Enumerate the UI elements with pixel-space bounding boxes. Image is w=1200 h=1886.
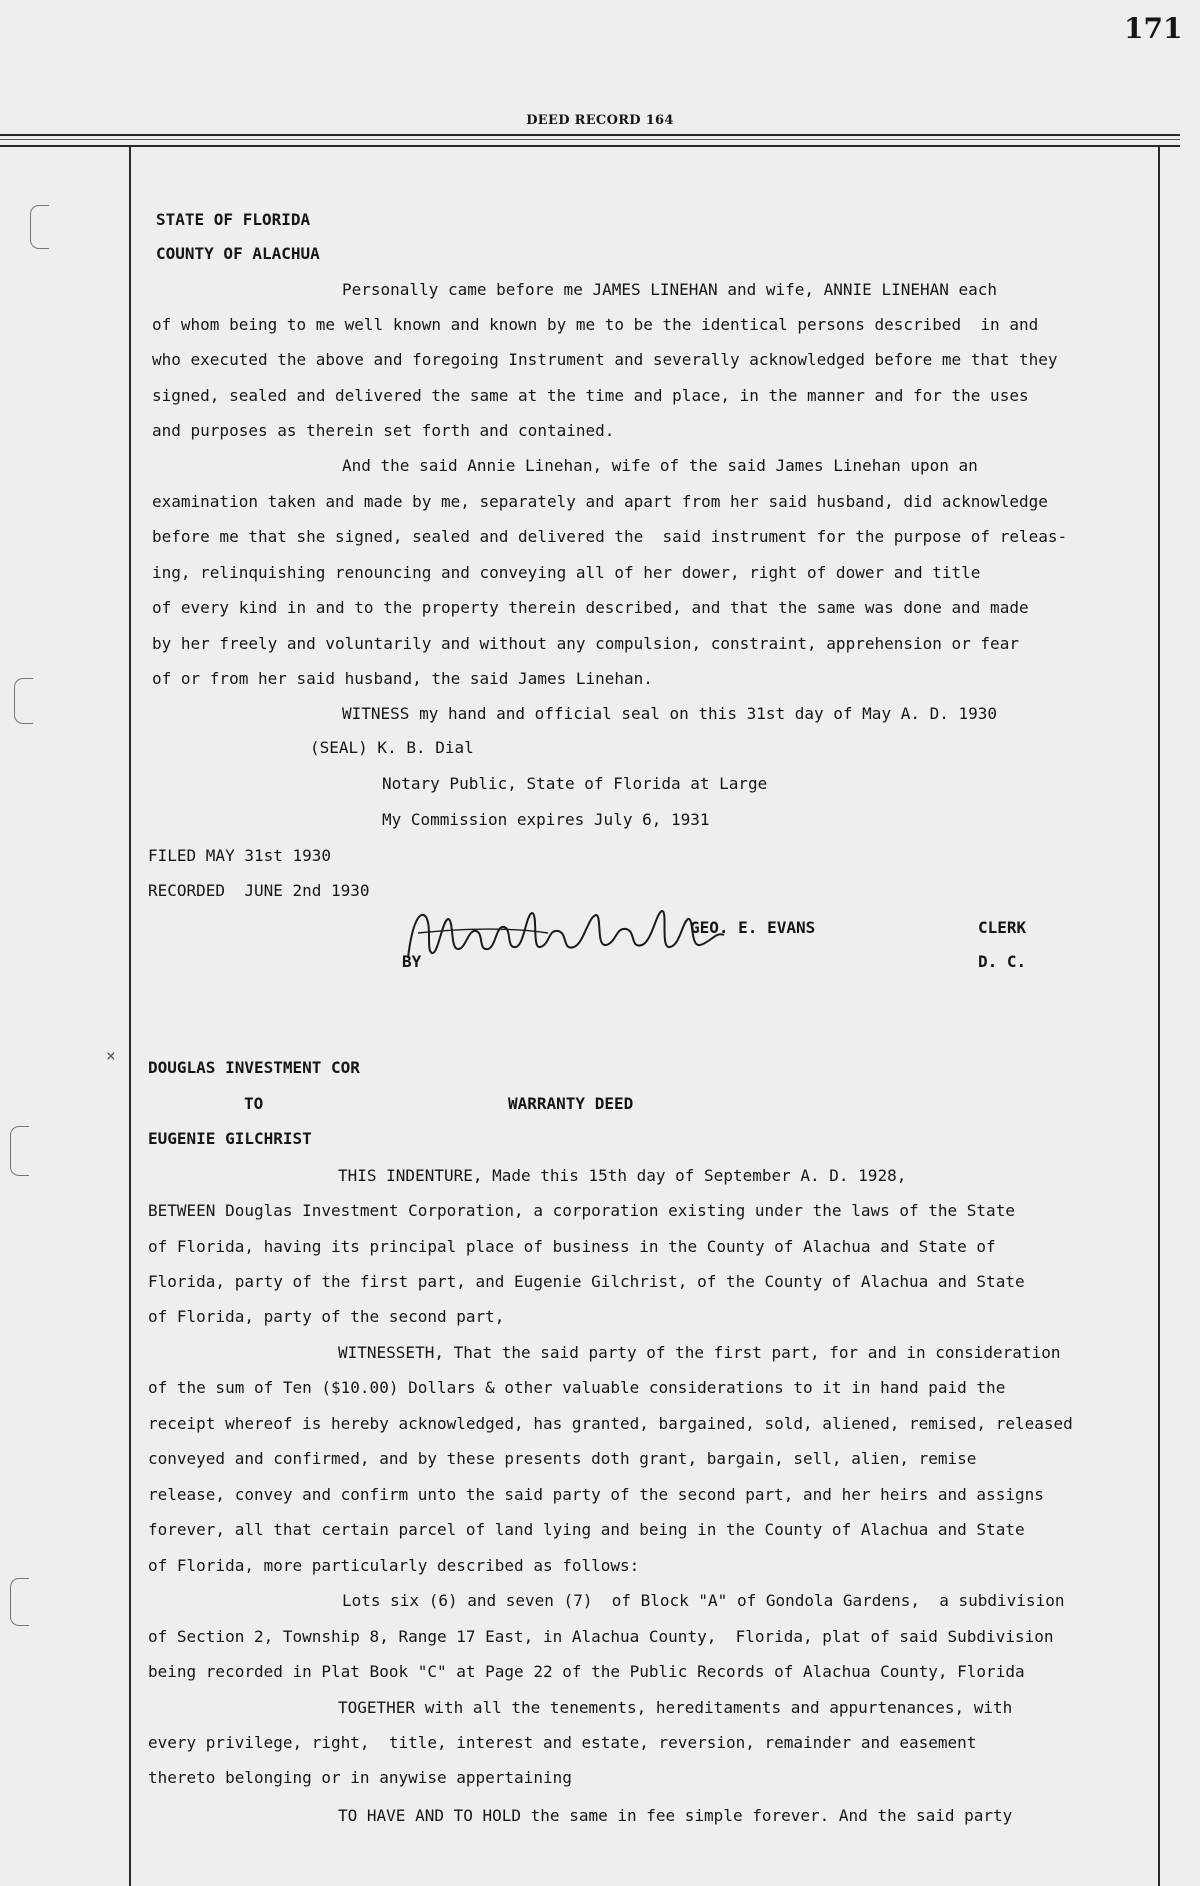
- deputy-clerk-signature: [398, 903, 748, 973]
- header-rule-bottom: [0, 145, 1180, 147]
- notary-title: Notary Public, State of Florida at Large: [382, 774, 768, 793]
- left-margin-line: [129, 146, 131, 1886]
- by-label: BY: [402, 952, 422, 971]
- grantor-name: DOUGLAS INVESTMENT COR: [148, 1058, 360, 1077]
- header-rule-top: [0, 134, 1180, 136]
- notary-seal-line: (SEAL) K. B. Dial: [310, 738, 474, 757]
- right-margin-line: [1158, 146, 1160, 1886]
- clerk-name: GEO. E. EVANS: [690, 918, 816, 937]
- paragraph-line: before me that she signed, sealed and delivered the said instrument for the purpose of releas-: [152, 527, 1068, 546]
- page-number: 171: [1124, 12, 1183, 45]
- paragraph-line: of or from her said husband, the said James Linehan.: [152, 669, 653, 688]
- county-heading: COUNTY OF ALACHUA: [156, 244, 320, 263]
- running-head: DEED RECORD 164: [526, 113, 674, 128]
- binder-hole-mark: [10, 1578, 29, 1626]
- to-label: TO: [244, 1094, 264, 1113]
- paragraph-line: TOGETHER with all the tenements, hereditaments and appurtenances, with: [338, 1698, 1013, 1717]
- paragraph-line: THIS INDENTURE, Made this 15th day of September A. D. 1928,: [338, 1166, 907, 1185]
- commission-expiry: My Commission expires July 6, 1931: [382, 810, 710, 829]
- paragraph-line: WITNESSETH, That the said party of the first part, for and in consideration: [338, 1343, 1061, 1362]
- binder-hole-mark: [30, 205, 49, 249]
- filed-date: FILED MAY 31st 1930: [148, 846, 332, 865]
- paragraph-line: Florida, party of the first part, and Eugenie Gilchrist, of the County of Alachua and State: [148, 1272, 1025, 1291]
- deputy-clerk-label: D. C.: [978, 952, 1027, 971]
- paragraph-line: being recorded in Plat Book "C" at Page 22 of the Public Records of Alachua County, Florida: [148, 1662, 1025, 1681]
- paragraph-line: Lots six (6) and seven (7) of Block "A" of Gondola Gardens, a subdivision: [342, 1591, 1065, 1610]
- paragraph-line: receipt whereof is hereby acknowledged, has granted, bargained, sold, aliened, remised, released: [148, 1414, 1073, 1433]
- paragraph-line: thereto belonging or in anywise appertaining: [148, 1768, 572, 1787]
- margin-x-mark: ×: [106, 1046, 116, 1065]
- paragraph-line: And the said Annie Linehan, wife of the said James Linehan upon an: [342, 456, 978, 475]
- paragraph-line: by her freely and voluntarily and without any compulsion, constraint, apprehension or fear: [152, 634, 1019, 653]
- paragraph-line: ing, relinquishing renouncing and conveying all of her dower, right of dower and title: [152, 563, 981, 582]
- paragraph-line: Personally came before me JAMES LINEHAN and wife, ANNIE LINEHAN each: [342, 280, 998, 299]
- paragraph-line: of Section 2, Township 8, Range 17 East, in Alachua County, Florida, plat of said Subdivision: [148, 1627, 1054, 1646]
- grantee-name: EUGENIE GILCHRIST: [148, 1129, 312, 1148]
- paragraph-line: release, convey and confirm unto the said party of the second part, and her heirs and assigns: [148, 1485, 1044, 1504]
- paragraph-line: of the sum of Ten ($10.00) Dollars & other valuable considerations to it in hand paid the: [148, 1378, 1006, 1397]
- paragraph-line: every privilege, right, title, interest and estate, reversion, remainder and easement: [148, 1733, 977, 1752]
- paragraph-line: of Florida, party of the second part,: [148, 1307, 505, 1326]
- recorded-date: RECORDED JUNE 2nd 1930: [148, 881, 370, 900]
- binder-hole-mark: [10, 1126, 29, 1176]
- paragraph-line: of every kind in and to the property therein described, and that the same was done and made: [152, 598, 1029, 617]
- deed-type: WARRANTY DEED: [508, 1094, 634, 1113]
- paragraph-line: conveyed and confirmed, and by these presents doth grant, bargain, sell, alien, remise: [148, 1449, 977, 1468]
- paragraph-line: of Florida, having its principal place of business in the County of Alachua and State of: [148, 1237, 996, 1256]
- paragraph-line: examination taken and made by me, separately and apart from her said husband, did acknowledge: [152, 492, 1048, 511]
- state-heading: STATE OF FLORIDA: [156, 210, 311, 229]
- paragraph-line: and purposes as therein set forth and contained.: [152, 421, 615, 440]
- clerk-title: CLERK: [978, 918, 1027, 937]
- paragraph-line: BETWEEN Douglas Investment Corporation, a corporation existing under the laws of the State: [148, 1201, 1015, 1220]
- paragraph-line: who executed the above and foregoing Instrument and severally acknowledged before me that they: [152, 350, 1058, 369]
- paragraph-line: signed, sealed and delivered the same at the time and place, in the manner and for the uses: [152, 386, 1029, 405]
- paragraph-line: of whom being to me well known and known by me to be the identical persons described in and: [152, 315, 1039, 334]
- paragraph-line: forever, all that certain parcel of land lying and being in the County of Alachua and State: [148, 1520, 1025, 1539]
- paragraph-line: of Florida, more particularly described as follows:: [148, 1556, 640, 1575]
- paragraph-line: TO HAVE AND TO HOLD the same in fee simple forever. And the said party: [338, 1806, 1013, 1825]
- binder-hole-mark: [14, 678, 33, 724]
- witness-line: WITNESS my hand and official seal on this 31st day of May A. D. 1930: [342, 704, 998, 723]
- header-rule-middle: [0, 139, 1180, 140]
